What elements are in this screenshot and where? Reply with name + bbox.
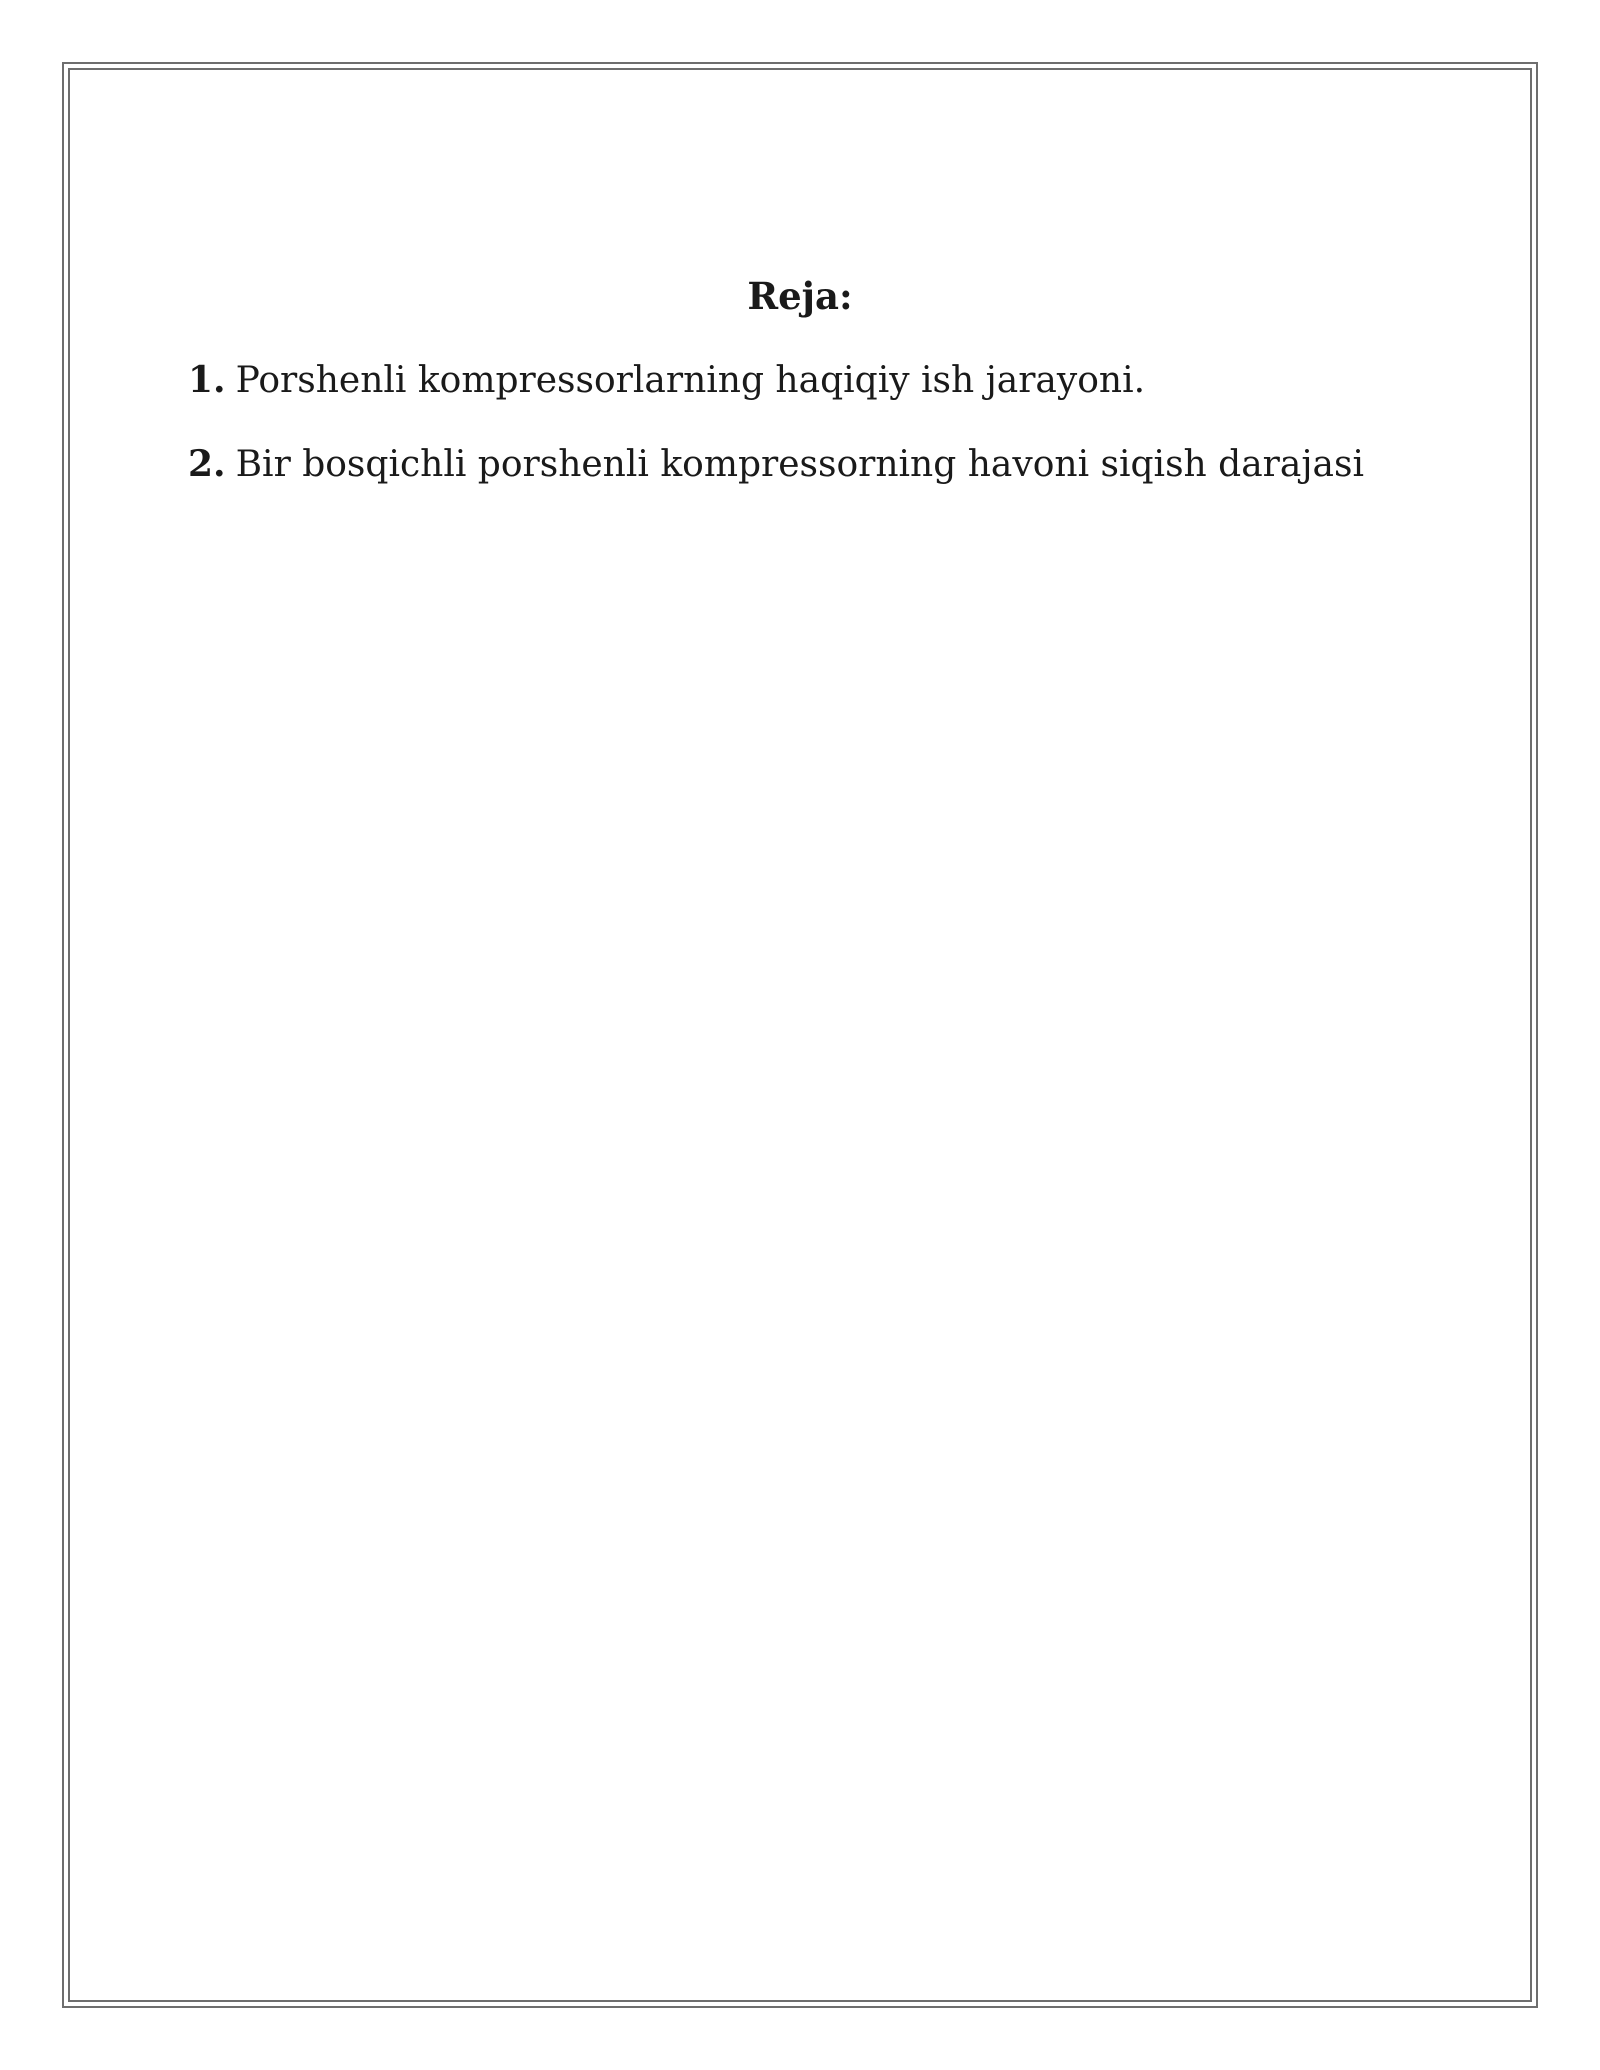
page-title: Reja: <box>747 274 853 318</box>
list-item <box>188 356 1364 405</box>
list-item-text: Porshenli kompressorlarning haqiqiy ish jarayoni. <box>235 360 1146 401</box>
list-item-number: 2. <box>188 443 226 485</box>
list-item-number: 1. <box>188 359 226 401</box>
page-border <box>62 62 1538 2008</box>
list-item <box>188 440 1364 489</box>
plan-list <box>188 356 1364 524</box>
list-item-text: Bir bosqichli porshenli kompressorning havoni siqish darajasi <box>235 444 1364 485</box>
